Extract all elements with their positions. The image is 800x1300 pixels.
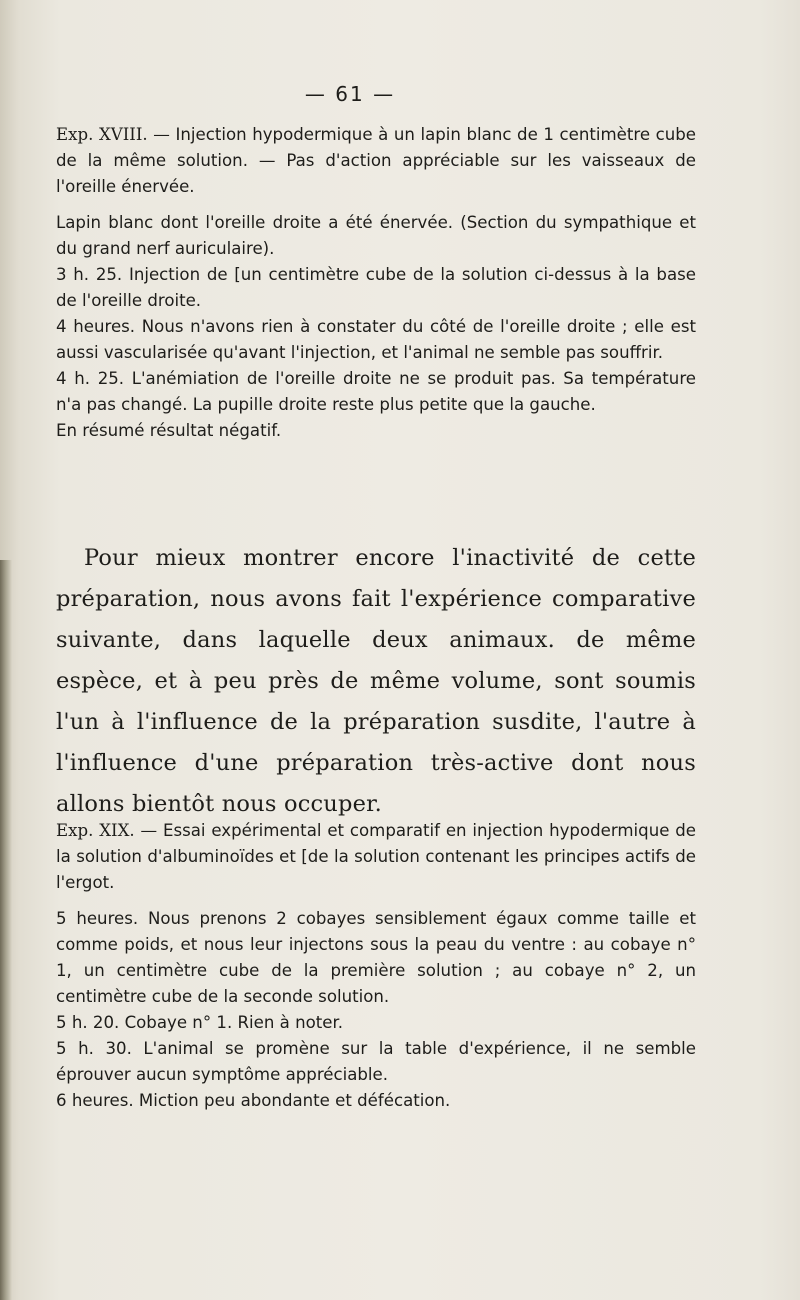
experiment-18-title: Injection hypodermique à un lapin blanc de 1 centimètre cube de la même solution. — Pas d'action appréciable sur les vaisseaux de l'oreille énervée. — [56, 125, 696, 196]
experiment-18-paragraph: 3 h. 25. Injection de [un centimètre cube de la solution ci-dessus à la base de l'oreille droite. — [56, 265, 696, 310]
experiment-19-title: Essai expérimental et comparatif en injection hypodermique de la solution d'albuminoïdes et [de la solution contenant les principes actifs de l'ergot. — [56, 821, 697, 892]
body-text: Pour mieux montrer encore l'inactivité de cette préparation, nous avons fait l'expérience comparative suivante, dans laquelle deux animaux. de même espèce, et à peu près de même volume, sont soumis l'un à l'influence de la préparation susdite, l'autre à l'influence d'une préparation très-active dont nous allons bientôt nous occuper. — [56, 545, 696, 817]
experiment-18-conclusion: En résumé résultat négatif. — [56, 421, 282, 440]
page-edge-shadow — [0, 560, 12, 1300]
experiment-19-paragraph: 5 h. 30. L'animal se promène sur la table d'expérience, il ne semble éprouver aucun symptôme appréciable. — [56, 1039, 696, 1084]
experiment-18 — [56, 122, 696, 444]
experiment-19-paragraph: 5 h. 20. Cobaye n° 1. Rien à noter. — [56, 1013, 344, 1032]
experiment-18-paragraph: 4 h. 25. L'anémiation de l'oreille droite ne se produit pas. Sa température n'a pas changé. La pupille droite reste plus petite que la gauche. — [56, 369, 696, 414]
experiment-19-label: Exp. XIX. — — [56, 821, 158, 840]
experiment-19-heading — [56, 818, 696, 896]
experiment-18-label: Exp. XVIII. — — [56, 125, 170, 144]
experiment-19 — [56, 818, 696, 1114]
experiment-18-paragraph: 4 heures. Nous n'avons rien à constater du côté de l'oreille droite ; elle est aussi vascularisée qu'avant l'injection, et l'animal ne semble pas souffrir. — [56, 317, 696, 362]
experiment-19-paragraph: 5 heures. Nous prenons 2 cobayes sensiblement égaux comme taille et comme poids, et nous leur injectons sous la peau du ventre : au cobaye n° 1, un centimètre cube de la première solution ; au cobaye n° 2, un centimètre cube de la seconde solution. — [56, 909, 696, 1006]
experiment-18-heading — [56, 122, 696, 200]
experiment-18-paragraph: Lapin blanc dont l'oreille droite a été énervée. (Section du sympathique et du grand nerf auriculaire). — [56, 213, 696, 258]
body-paragraph — [56, 538, 696, 825]
page-number: — 61 — — [304, 82, 396, 106]
experiment-19-paragraph: 6 heures. Miction peu abondante et défécation. — [56, 1091, 451, 1110]
